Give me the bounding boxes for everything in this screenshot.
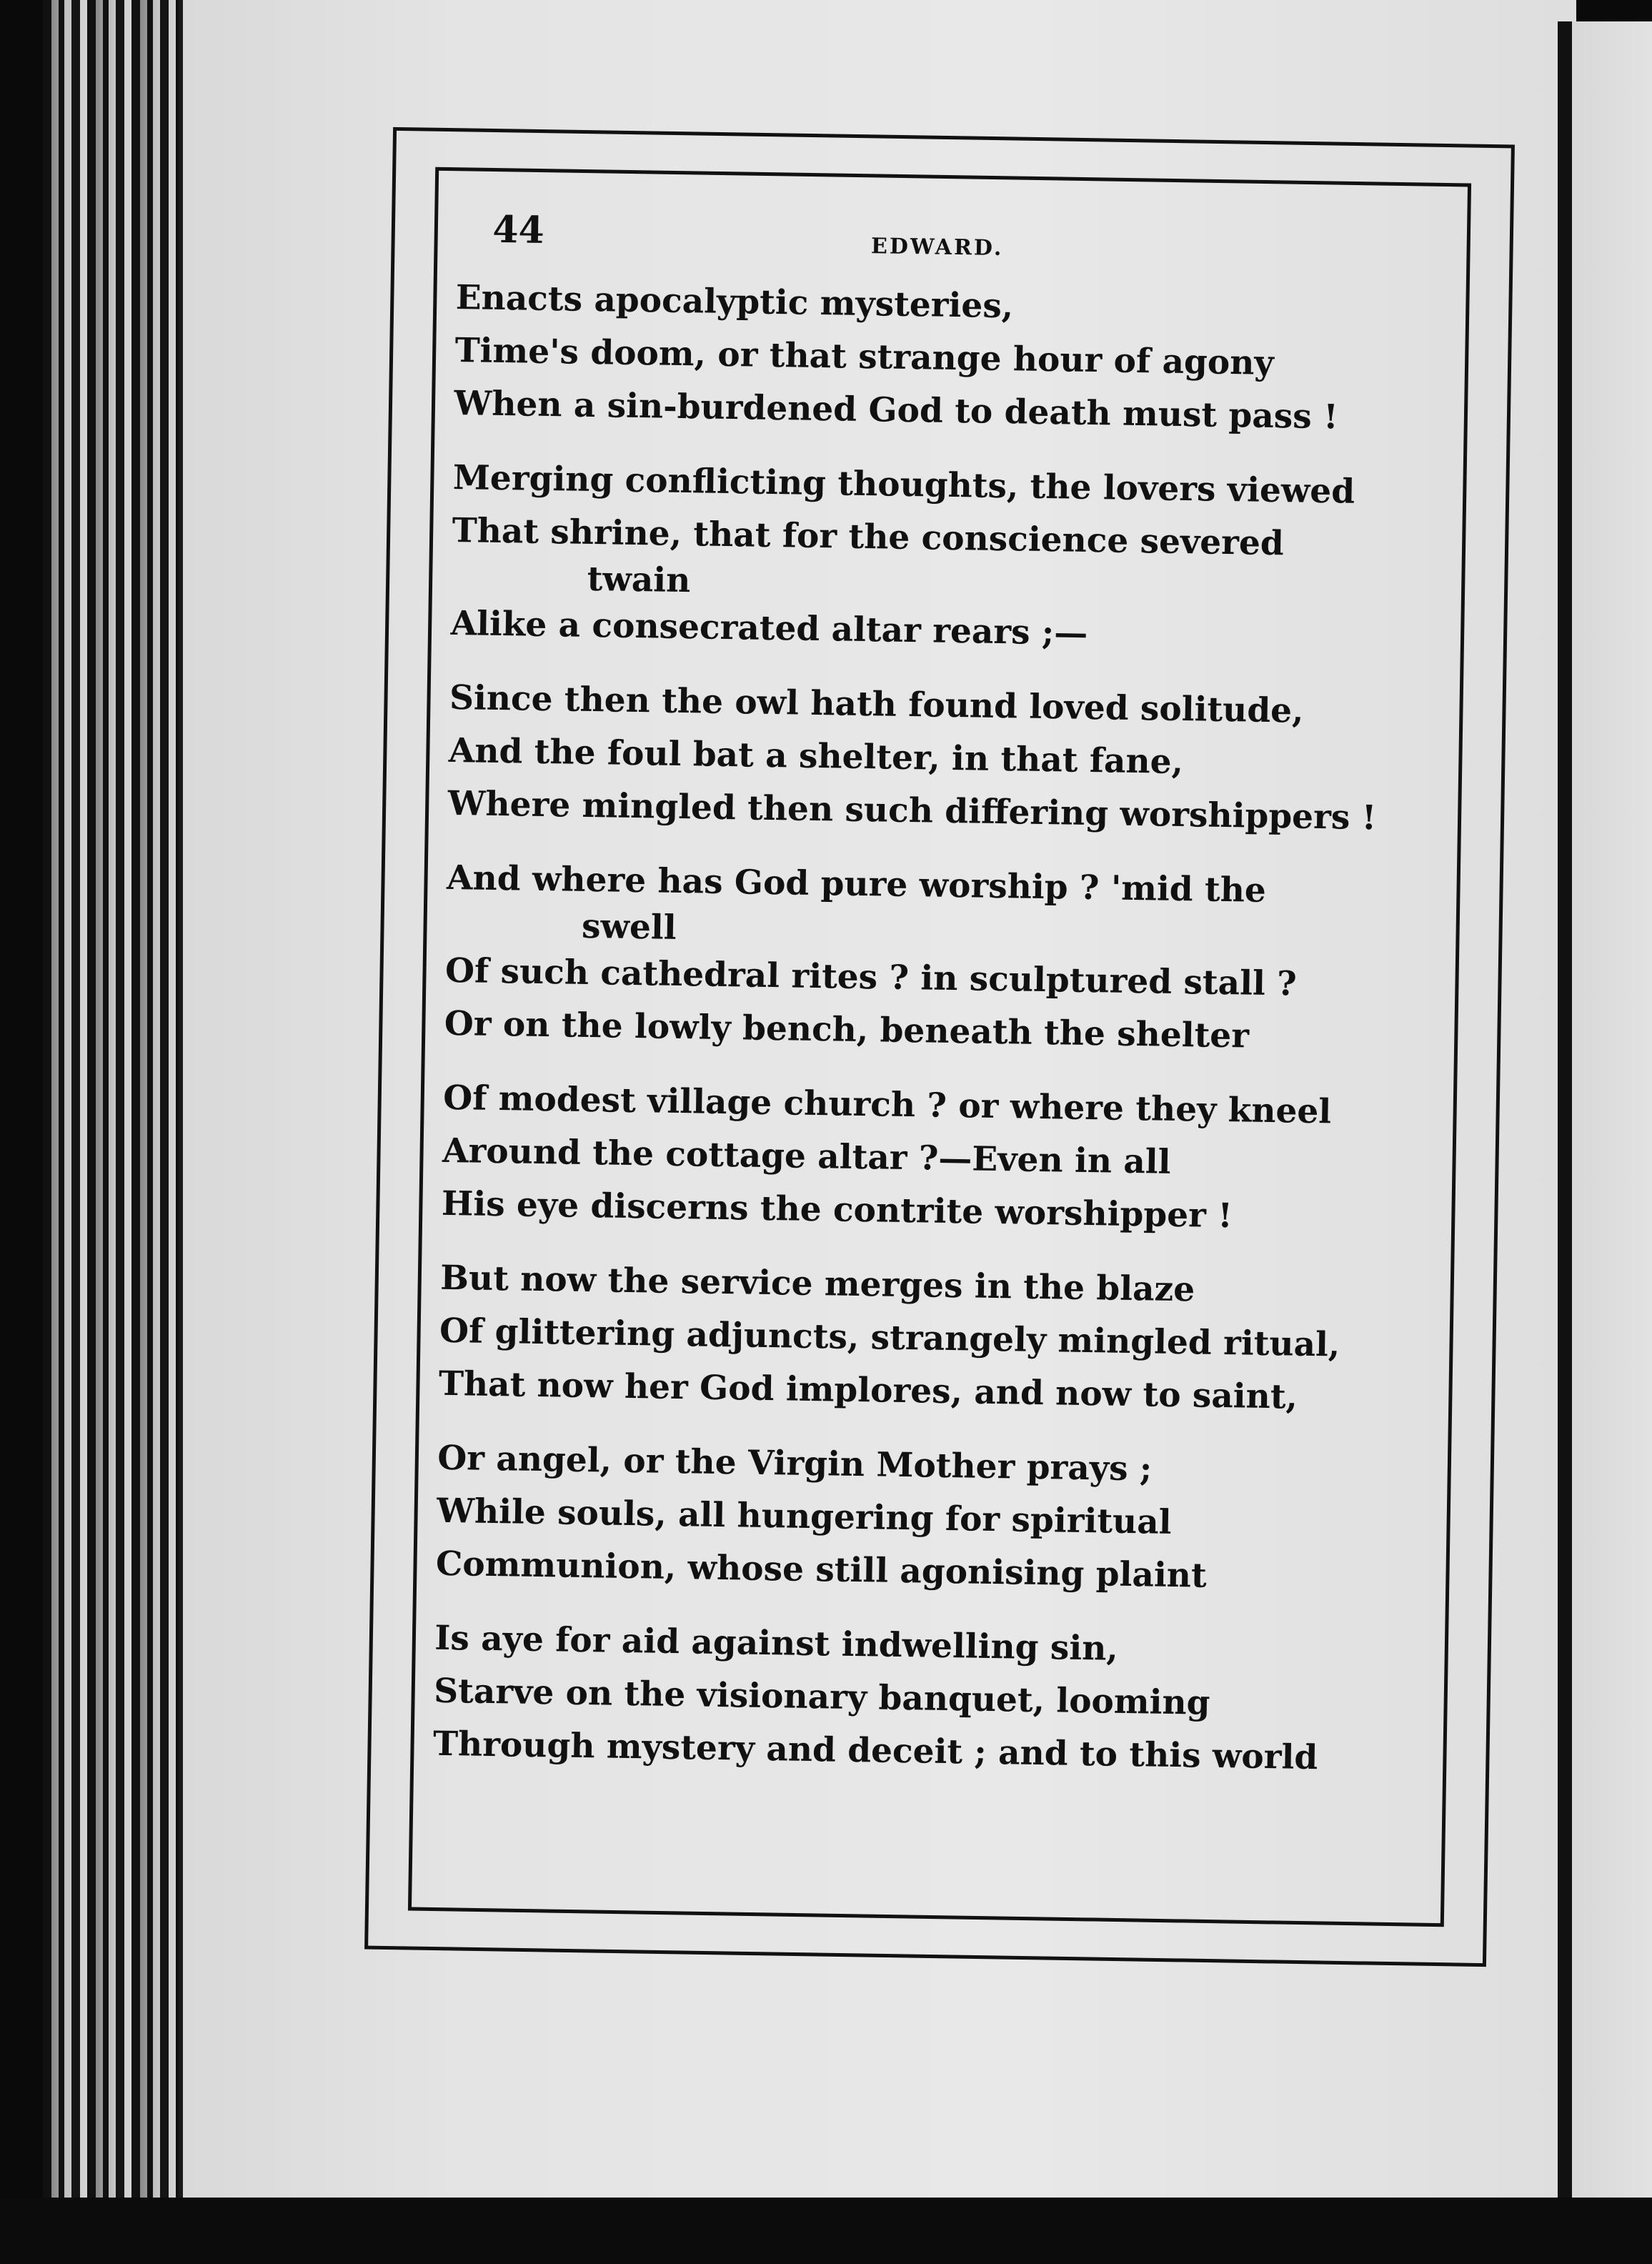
poem-line: Where mingled then such differing worshippers ! (447, 783, 1377, 838)
poem-line: While souls, all hungering for spiritual (436, 1491, 1172, 1542)
poem-line: And the foul bat a shelter, in that fane, (448, 730, 1184, 783)
facing-page-edge (1558, 21, 1652, 2264)
running-title: EDWARD. (870, 234, 1004, 262)
poem-line: Alike a consecrated altar rears ;— (450, 603, 1088, 653)
poem-line: Since then the owl hath found loved solitude, (449, 677, 1304, 731)
poem-line: Of glittering adjuncts, strangely mingled ritual, (439, 1311, 1340, 1365)
poem-line: Is aye for aid against indwelling sin, (434, 1618, 1119, 1669)
poem-line: Starve on the visionary banquet, looming (433, 1671, 1210, 1723)
page-number: 44 (492, 207, 545, 252)
stanza (450, 452, 1425, 665)
poem-line: Through mystery and deceit ; and to this world (432, 1724, 1318, 1778)
poem-line: twain (587, 559, 691, 601)
page-header (456, 200, 1428, 287)
poem-line: Around the cottage altar ?—Even in all (442, 1131, 1171, 1182)
poem-body (432, 272, 1428, 1786)
poem-line: Merging conflicting thoughts, the lovers viewed (452, 457, 1355, 512)
stanza (438, 1252, 1412, 1426)
poem-line: Communion, whose still agonising plaint (435, 1544, 1208, 1596)
stanza (444, 852, 1418, 1066)
stanza (454, 272, 1428, 445)
poem-line: But now the service merges in the blaze (439, 1258, 1195, 1310)
poem-line: And where has God pure worship ? 'mid the (446, 858, 1267, 910)
poem-line: His eye discerns the contrite worshipper ! (441, 1183, 1233, 1236)
poem-line: Of such cathedral rites ? in sculptured stall ? (444, 950, 1298, 1004)
poem-line: Enacts apocalyptic mysteries, (455, 277, 1014, 327)
stanza (441, 1072, 1415, 1246)
poem-line: That now her God implores, and now to saint, (438, 1364, 1298, 1417)
poem-line: Time's doom, or that strange hour of agony (454, 330, 1275, 383)
stanza (435, 1432, 1409, 1606)
poem-line: Of modest village church ? or where they kneel (442, 1078, 1332, 1132)
poem-line: Or on the lowly bench, beneath the shelter (444, 1003, 1250, 1056)
poem-line: When a sin-burdened God to death must pass ! (454, 383, 1339, 437)
stanza (447, 672, 1421, 845)
text-block (432, 200, 1429, 1807)
poem-line: swell (581, 906, 677, 948)
poem-line: That shrine, that for the conscience severed (452, 510, 1285, 564)
poem-line: Or angel, or the Virgin Mother prays ; (437, 1438, 1153, 1489)
stanza (432, 1612, 1406, 1786)
scan-bottom-border (0, 2198, 1652, 2264)
